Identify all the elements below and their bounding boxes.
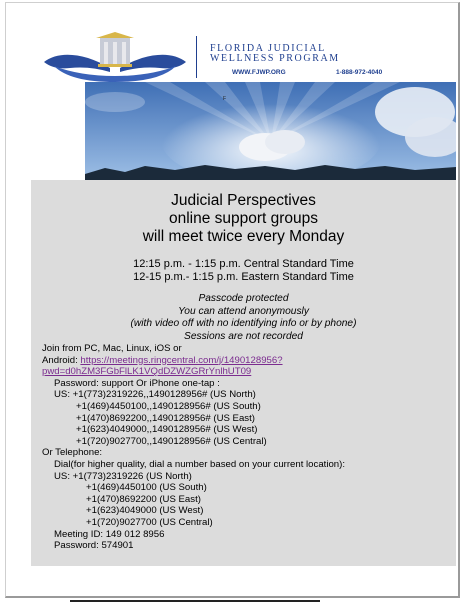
hands-holding-scales-logo bbox=[40, 32, 190, 84]
meeting-link-continued[interactable]: pwd=d0hZM3FGbFlLK1VQdDZWZGRrYnlhUT09 bbox=[42, 366, 252, 378]
note-line: (with video off with no identifying info or by phone) bbox=[130, 318, 357, 329]
dial-number: +1(470)8692200 (US East) bbox=[86, 493, 201, 505]
one-tap-number: +1(470)8692200,,1490128956# (US East) bbox=[76, 412, 255, 424]
android-label: Android: bbox=[42, 354, 78, 366]
dial-number: +1(623)4049000 (US West) bbox=[86, 505, 204, 517]
note-line: Passcode protected bbox=[198, 293, 289, 304]
dial-line: Dial(for higher quality, dial a number based on your current location): bbox=[54, 458, 345, 470]
time-line: 12-15 p.m.- 1:15 p.m. Eastern Standard Time bbox=[133, 271, 354, 283]
flyer-content bbox=[31, 180, 456, 566]
attendance-notes bbox=[31, 293, 456, 343]
title-line: online support groups bbox=[168, 210, 319, 227]
one-tap-number: +1(720)9027700,,1490128956# (US Central) bbox=[76, 435, 267, 447]
org-name-line1: FLORIDA JUDICIAL bbox=[210, 43, 326, 54]
dial-number: US: +1(773)2319226 (US North) bbox=[54, 470, 192, 482]
meeting-times bbox=[31, 258, 456, 284]
org-name bbox=[210, 44, 410, 64]
note-line: You can attend anonymously bbox=[178, 305, 309, 317]
one-tap-number: +1(469)4450100,,1490128956# (US South) bbox=[76, 400, 261, 412]
join-line: Join from PC, Mac, Linux, iOS or bbox=[42, 343, 182, 354]
dial-number: +1(469)4450100 (US South) bbox=[86, 482, 207, 494]
sky-with-sunburst-clouds bbox=[85, 82, 456, 181]
or-telephone: Or Telephone: bbox=[42, 447, 103, 459]
dial-number: +1(720)9027700 (US Central) bbox=[86, 516, 213, 528]
banner-small-mark: F bbox=[223, 96, 227, 102]
title-line: will meet twice every Monday bbox=[142, 228, 345, 245]
join-details bbox=[42, 343, 452, 552]
meeting-password: Password: 574901 bbox=[54, 540, 134, 552]
note-line: Sessions are not recorded bbox=[184, 330, 303, 342]
meeting-id: Meeting ID: 149 012 8956 bbox=[54, 528, 165, 540]
time-line: 12:15 p.m. - 1:15 p.m. Central Standard Time bbox=[133, 258, 354, 270]
page-bottom-rule bbox=[70, 600, 320, 602]
title-line: Judicial Perspectives bbox=[171, 192, 316, 209]
org-name-line2: WELLNESS PROGRAM bbox=[210, 53, 340, 64]
meeting-link[interactable]: https://meetings.ringcentral.com/j/1490128956? bbox=[80, 354, 283, 366]
password-line: Password: support Or iPhone one-tap : bbox=[54, 377, 220, 389]
one-tap-number: +1(623)4049000,,1490128956# (US West) bbox=[76, 424, 258, 436]
org-url[interactable]: WWW.FJWP.ORG bbox=[232, 69, 286, 76]
android-row bbox=[42, 355, 452, 367]
one-tap-number: US: +1(773)2319226,,1490128956# (US North) bbox=[54, 389, 256, 401]
org-phone: 1-888-972-4040 bbox=[336, 69, 383, 76]
flyer-title bbox=[31, 192, 456, 246]
header-divider bbox=[196, 36, 197, 78]
